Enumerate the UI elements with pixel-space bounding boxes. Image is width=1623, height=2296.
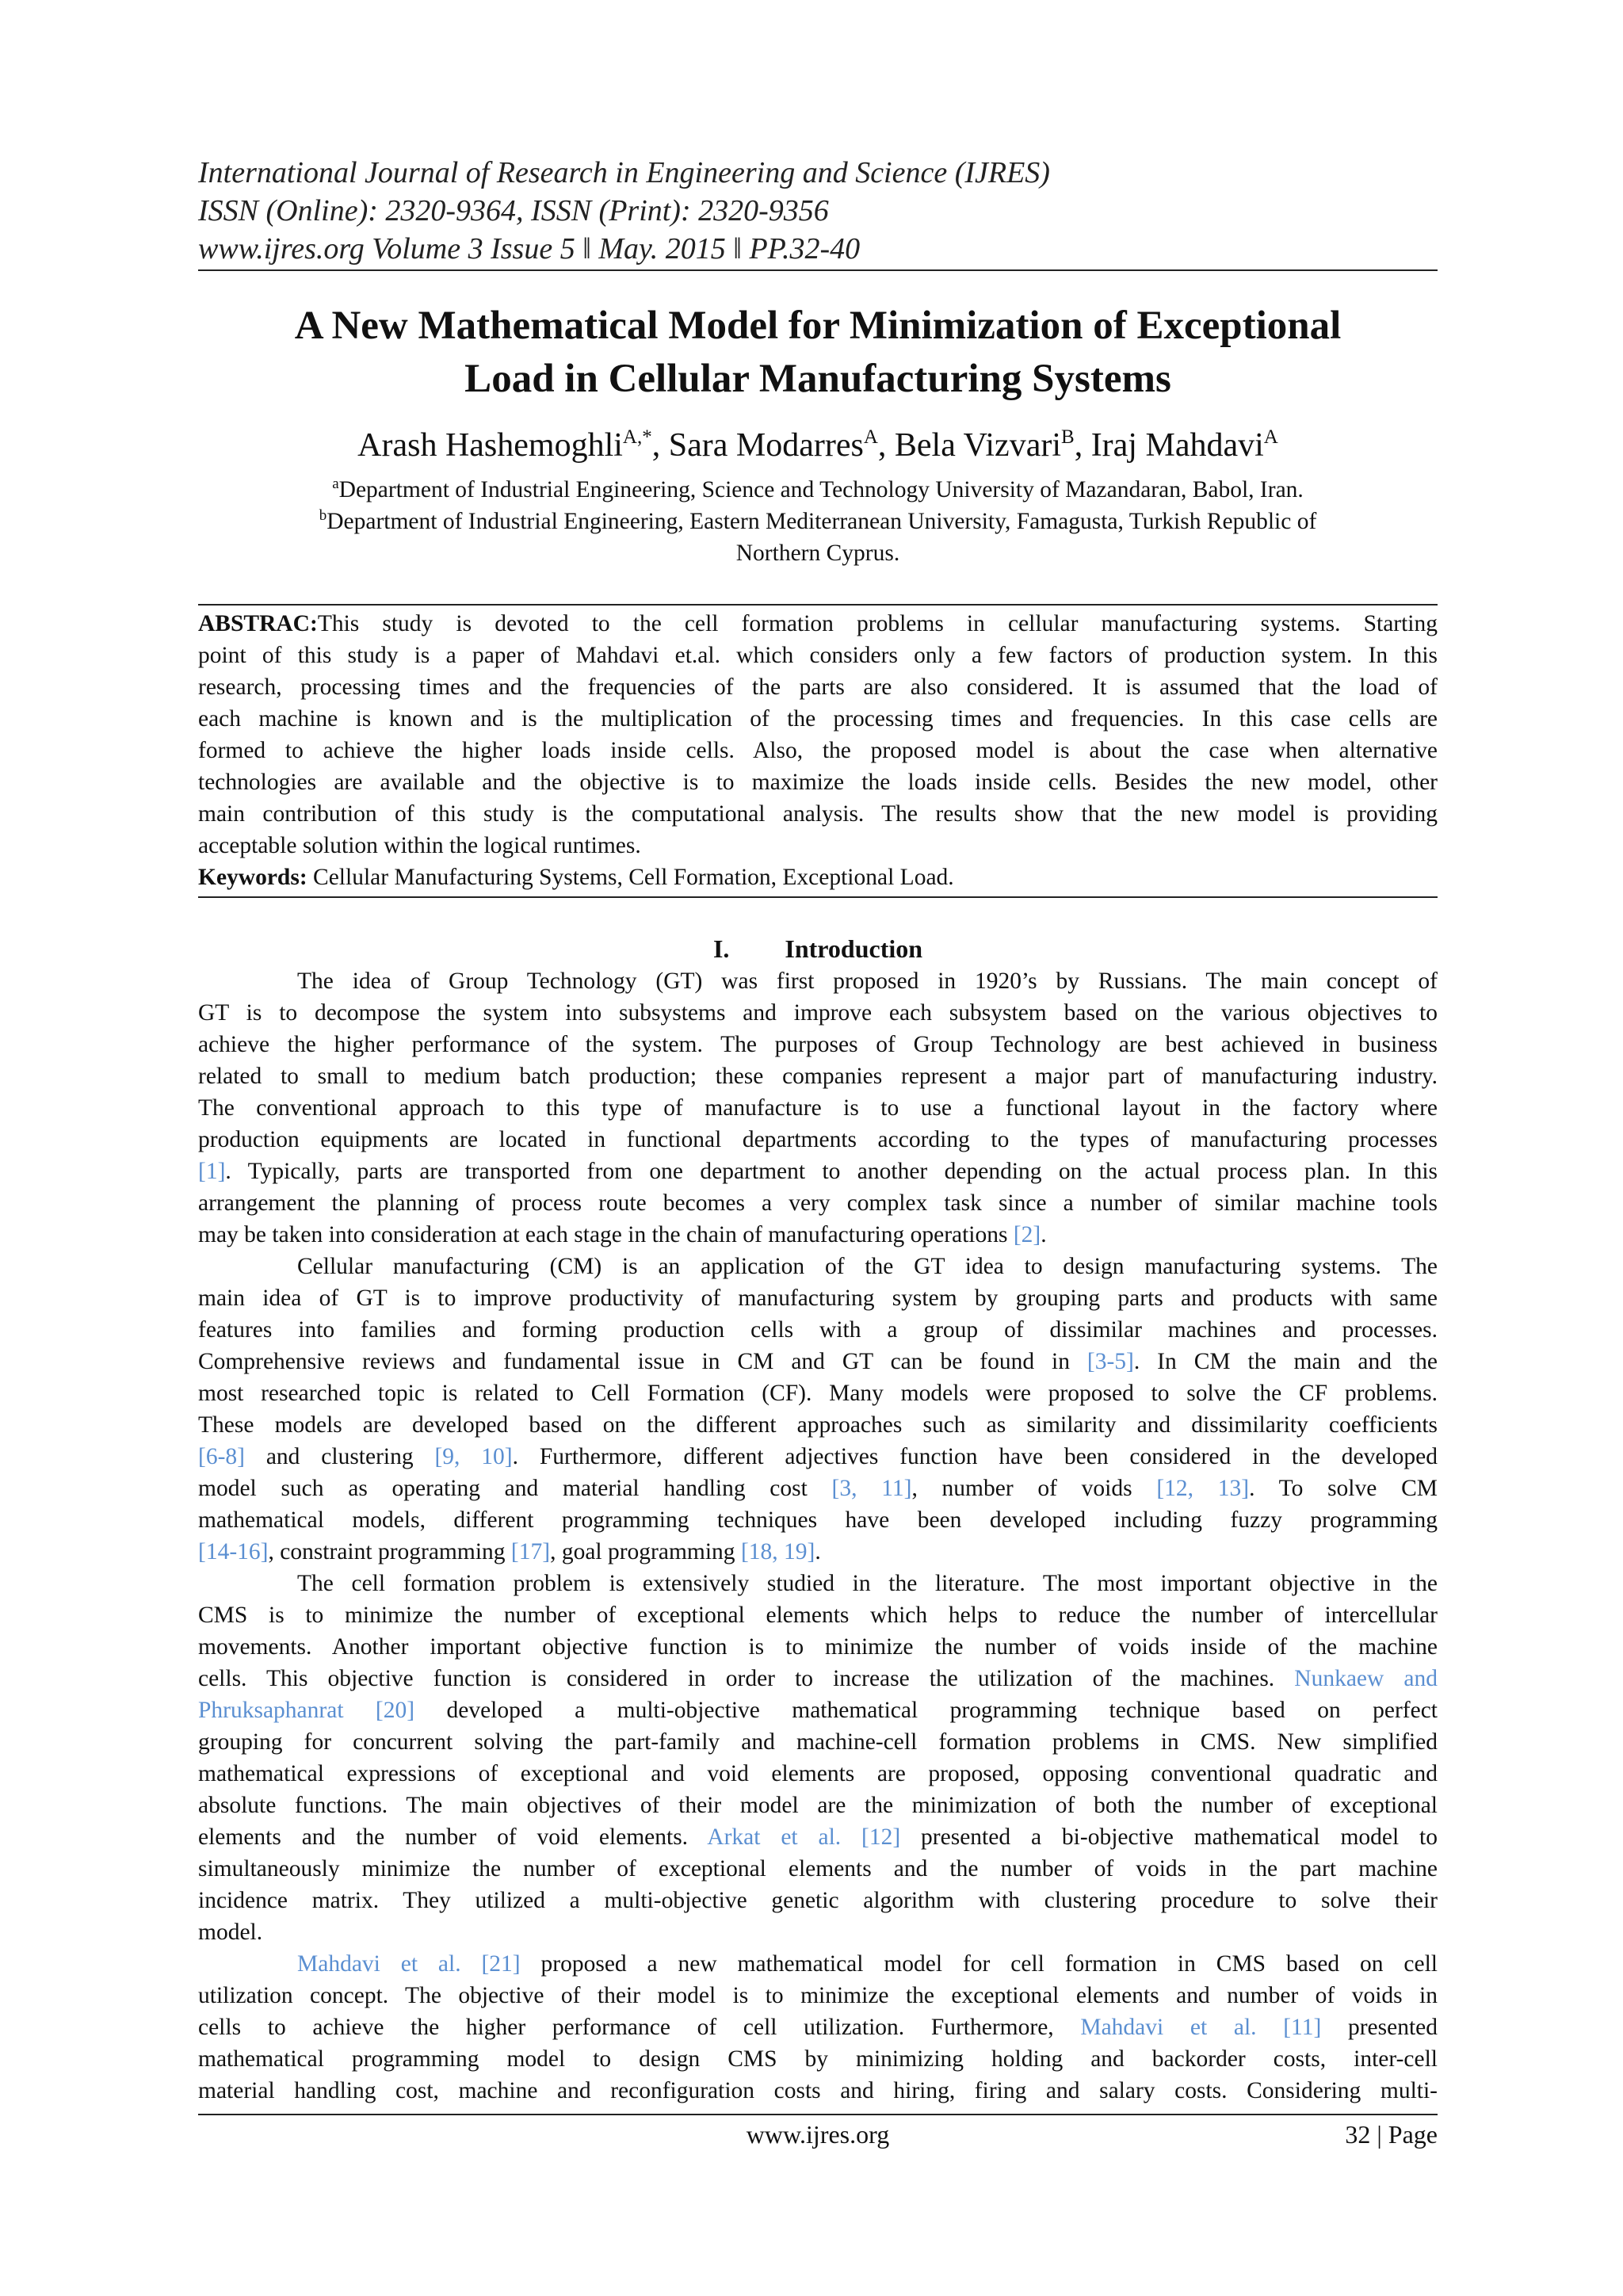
text-line: incidence matrix. They utilized a multi-objective genetic algorithm with clustering procedure to solve their <box>198 1888 1438 1913</box>
abstract-line: each machine is known and is the multiplication of the processing times and frequencies. In this case cells are <box>198 706 1438 732</box>
affiliation-a-text: Department of Industrial Engineering, Science and Technology University of Mazandaran, Babol, Iran. <box>338 477 1304 502</box>
author-name: Sara Modarres <box>668 427 864 464</box>
citation-link[interactable]: Mahdavi et al. [21] <box>297 1951 521 1977</box>
text-span: . <box>815 1539 821 1564</box>
text-line: GT is to decompose the system into subsystems and improve each subsystem based on the various objectives to <box>198 1000 1438 1026</box>
text-span: and clustering <box>244 1444 435 1469</box>
text-line: The conventional approach to this type of manufacture is to use a functional layout in the factory where <box>198 1095 1438 1121</box>
text-span: developed a multi-objective mathematical programming technique based on perfect <box>414 1698 1438 1723</box>
keywords-text: Cellular Manufacturing Systems, Cell Formation, Exceptional Load. <box>307 865 954 890</box>
text-span: elements and the number of void elements. <box>198 1824 708 1850</box>
journal-issn: ISSN (Online): 2320-9364, ISSN (Print): 2320-9356 <box>198 194 829 227</box>
text-line: achieve the higher performance of the system. The purposes of Group Technology are best achieved in business <box>198 1032 1438 1057</box>
citation-link[interactable]: [6-8] <box>198 1444 245 1469</box>
citation-link[interactable]: [18, 19] <box>740 1539 815 1564</box>
journal-header <box>198 154 1438 268</box>
body-text <box>198 965 1438 2107</box>
text-line: most researched topic is related to Cell Formation (CF). Many models were proposed to solve the CF problems. <box>198 1381 1438 1406</box>
text-line <box>198 1536 1438 1568</box>
text-span: . Furthermore, different adjectives function have been considered in the developed <box>512 1444 1438 1469</box>
text-line: mathematical expressions of exceptional and void elements are proposed, opposing conventional quadratic and <box>198 1761 1438 1786</box>
text-span: model such as operating and material handling cost <box>198 1476 832 1501</box>
text-line: The idea of Group Technology (GT) was first proposed in 1920’s by Russians. The main concept of <box>297 968 1438 994</box>
citation-link[interactable]: Nunkaew and <box>1294 1666 1438 1691</box>
abstract-line: acceptable solution within the logical runtimes. <box>198 833 641 858</box>
affiliations <box>198 474 1438 569</box>
text-span: may be taken into consideration at each stage in the chain of manufacturing operations <box>198 1222 1008 1247</box>
title-line-1: A New Mathematical Model for Minimization of Exceptional <box>294 304 1342 348</box>
author-affiliation-mark: A,* <box>622 426 652 448</box>
abstract-line: technologies are available and the objective is to maximize the loads inside cells. Besides the new model, other <box>198 770 1438 795</box>
abstract-rule-top <box>198 604 1438 606</box>
text-line: main idea of GT is to improve productivity of manufacturing system by grouping parts and products with same <box>198 1286 1438 1311</box>
text-span: presented a bi-objective mathematical model to <box>900 1824 1438 1850</box>
page-number: 32 | Page <box>1345 2120 1438 2149</box>
text-span: presented <box>1321 2015 1438 2040</box>
citation-link[interactable]: Mahdavi et al. [11] <box>1080 2015 1322 2040</box>
text-line: utilization concept. The objective of their model is to minimize the exceptional elements and number of voids in <box>198 1983 1438 2008</box>
abstract-line: formed to achieve the higher loads inside cells. Also, the proposed model is about the case when alternative <box>198 738 1438 763</box>
text-line: material handling cost, machine and reconfiguration costs and hiring, firing and salary costs. Considering multi- <box>198 2078 1438 2103</box>
text-line: related to small to medium batch production; these companies represent a major part of manufacturing industry. <box>198 1064 1438 1089</box>
citation-link[interactable]: [17] <box>510 1539 551 1564</box>
paper-title <box>198 300 1438 406</box>
text-span: . To solve CM <box>1249 1476 1438 1501</box>
abstract <box>198 608 1438 893</box>
text-line: mathematical models, different programming techniques have been developed including fuzzy programming <box>198 1507 1438 1533</box>
text-line <box>198 1694 1438 1726</box>
text-line: absolute functions. The main objectives of their model are the minimization of both the number of exceptional <box>198 1793 1438 1818</box>
section-heading <box>198 932 1438 965</box>
author-separator: , <box>651 427 669 464</box>
title-line-2: Load in Cellular Manufacturing Systems <box>464 357 1171 401</box>
citation-link[interactable]: [12, 13] <box>1156 1476 1250 1501</box>
citation-link[interactable]: [3, 11] <box>831 1476 912 1501</box>
author-separator: , <box>877 427 895 464</box>
text-line: mathematical programming model to design CMS by minimizing holding and backorder costs, inter-cell <box>198 2046 1438 2072</box>
author-name: Iraj Mahdavi <box>1090 427 1264 464</box>
keywords-label: Keywords: <box>198 865 307 890</box>
keywords <box>198 861 1438 893</box>
section-number: I. <box>712 934 730 963</box>
text-line: CMS is to minimize the number of exceptional elements which helps to reduce the number of intercellular <box>198 1603 1438 1628</box>
citation-link[interactable]: [2] <box>1013 1222 1041 1247</box>
text-line <box>198 1156 1438 1187</box>
abstract-label: ABSTRAC: <box>198 611 318 636</box>
author-affiliation-mark: A <box>1263 426 1278 448</box>
text-line: arrangement the planning of process route becomes a very complex task since a number of similar machine tools <box>198 1190 1438 1216</box>
text-line: production equipments are located in functional departments according to the types of manufacturing processes <box>198 1127 1438 1152</box>
citation-link[interactable]: [1] <box>198 1159 226 1184</box>
abstract-line: research, processing times and the frequencies of the parts are also considered. It is assumed that the load of <box>198 674 1438 700</box>
abstract-line: point of this study is a paper of Mahdavi et.al. which considers only a few factors of production system. In this <box>198 643 1438 668</box>
abstract-rule-bottom <box>198 896 1438 898</box>
text-line: Cellular manufacturing (CM) is an application of the GT idea to design manufacturing systems. The <box>297 1254 1438 1279</box>
text-span: . Typically, parts are transported from one department to another depending on the actual process plan. In this <box>225 1159 1438 1184</box>
text-span: , constraint programming <box>268 1539 511 1564</box>
author-affiliation-mark: A <box>863 426 878 448</box>
author-name: Arash Hashemoghli <box>357 427 623 464</box>
affiliation-b-text: Department of Industrial Engineering, Eastern Mediterranean University, Famagusta, Turkish Republic of <box>327 509 1317 534</box>
affiliation-b-mark: b <box>319 507 327 524</box>
text-line <box>198 1219 1438 1251</box>
abstract-text: This study is devoted to the cell formation problems in cellular manufacturing systems. Starting <box>317 611 1438 636</box>
text-span: , goal programming <box>550 1539 741 1564</box>
text-line <box>198 1821 1438 1853</box>
text-line: movements. Another important objective function is to minimize the number of voids inside of the machine <box>198 1634 1438 1660</box>
citation-link[interactable]: [14-16] <box>198 1539 269 1564</box>
text-line: grouping for concurrent solving the part-family and machine-cell formation problems in CMS. New simplified <box>198 1729 1438 1755</box>
text-span: cells to achieve the higher performance of cell utilization. Furthermore, <box>198 2015 1081 2040</box>
citation-link[interactable]: [3-5] <box>1086 1349 1134 1374</box>
text-line <box>198 1441 1438 1473</box>
header-rule <box>198 269 1438 271</box>
text-line: features into families and forming production cells with a group of dissimilar machines and processes. <box>198 1317 1438 1343</box>
affiliation-b-continued: Northern Cyprus. <box>735 541 900 566</box>
journal-name: International Journal of Research in Engineering and Science (IJRES) <box>198 156 1050 189</box>
author-affiliation-mark: B <box>1061 426 1075 448</box>
abstract-line <box>198 608 1438 640</box>
footer-rule <box>198 2114 1438 2115</box>
text-span: proposed a new mathematical model for cell formation in CMS based on cell <box>520 1951 1438 1977</box>
author-separator: , <box>1074 427 1091 464</box>
journal-volume: www.ijres.org Volume 3 Issue 5 ǁ May. 2015 ǁ PP.32-40 <box>198 232 861 266</box>
text-line <box>198 1473 1438 1504</box>
text-line: model. <box>198 1920 263 1945</box>
affiliation-a-mark: a <box>332 476 339 492</box>
text-span: . In CM the main and the <box>1133 1349 1438 1374</box>
text-line <box>198 1663 1438 1694</box>
affiliation-a <box>198 474 1438 506</box>
citation-link[interactable]: Phruksaphanrat [20] <box>198 1698 415 1723</box>
author-name: Bela Vizvari <box>894 427 1061 464</box>
text-span: , number of voids <box>911 1476 1157 1501</box>
text-span: Comprehensive reviews and fundamental issue in CM and GT can be found in <box>198 1349 1087 1374</box>
author-list <box>198 423 1438 468</box>
citation-link[interactable]: Arkat et al. [12] <box>707 1824 901 1850</box>
text-line <box>198 1948 1438 1980</box>
section-title: Introduction <box>785 934 923 963</box>
text-line <box>198 2011 1438 2043</box>
text-line: simultaneously minimize the number of exceptional elements and the number of voids in the part machine <box>198 1856 1438 1881</box>
abstract-line: main contribution of this study is the computational analysis. The results show that the new model is providing <box>198 801 1438 827</box>
text-span: cells. This objective function is considered in order to increase the utilization of the machines. <box>198 1666 1295 1691</box>
text-span: . <box>1041 1222 1047 1247</box>
affiliation-b <box>198 506 1438 537</box>
text-line: These models are developed based on the different approaches such as similarity and dissimilarity coefficients <box>198 1412 1438 1438</box>
citation-link[interactable]: [9, 10] <box>434 1444 513 1469</box>
text-line <box>198 1346 1438 1377</box>
text-line: The cell formation problem is extensively studied in the literature. The most important objective in the <box>297 1571 1438 1596</box>
footer-url[interactable]: www.ijres.org <box>746 2120 890 2149</box>
